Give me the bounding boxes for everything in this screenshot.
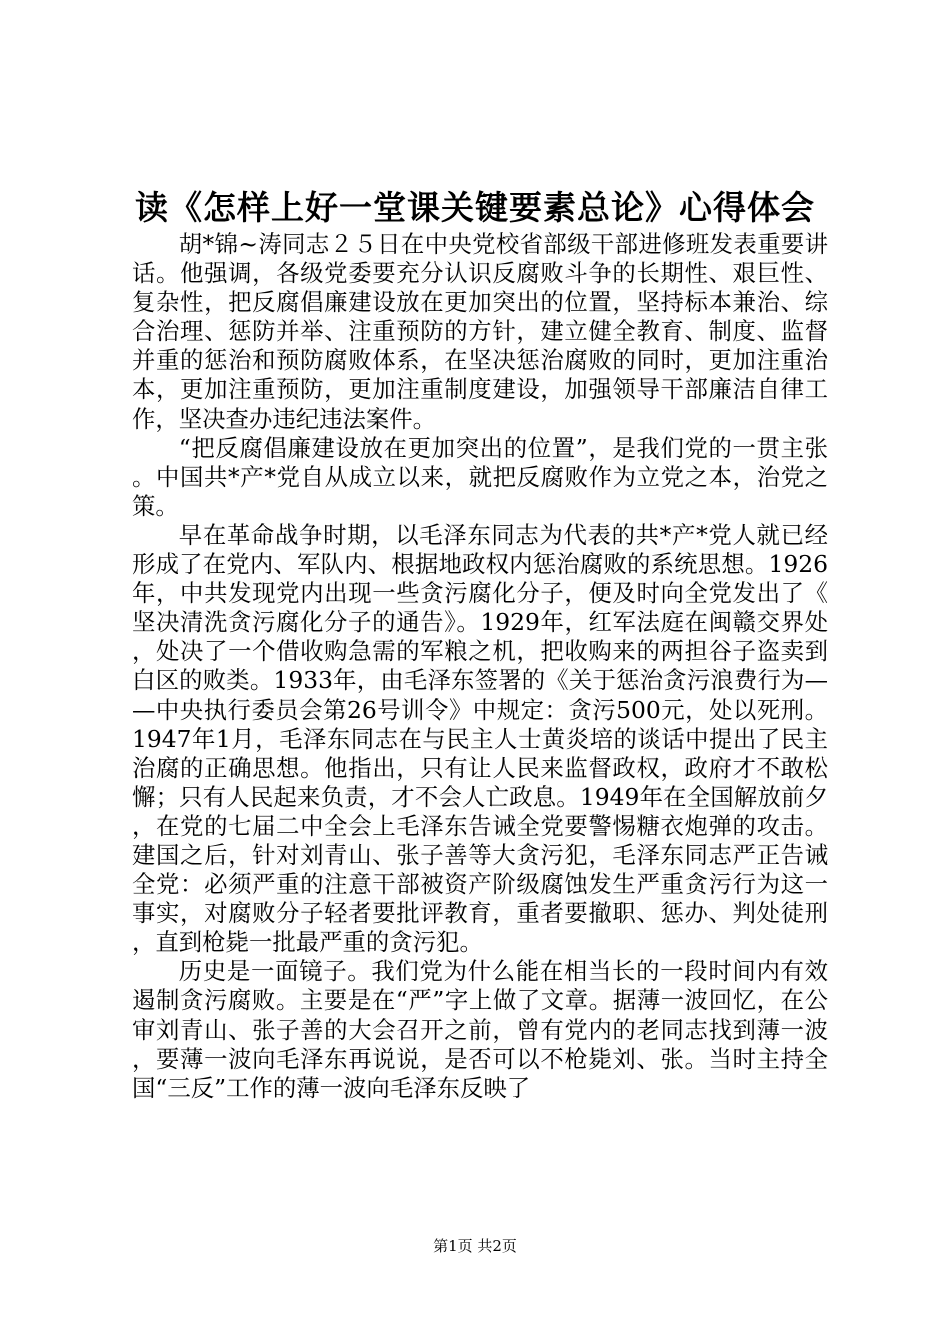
document-body xyxy=(132,230,828,1103)
paragraph-1: 胡*锦~涛同志２５日在中央党校省部级干部进修班发表重要讲话。他强调，各级党委要充分认识反腐败斗争的长期性、艰巨性、复杂性，把反腐倡廉建设放在更加突出的位置，坚持标本兼治、综合治理、惩防并举、注重预防的方针，建立健全教育、制度、监督并重的惩治和预防腐败体系，在坚决惩治腐败的同时，更加注重治本，更加注重预防，更加注重制度建设，加强领导干部廉洁自律工作，坚决查办违纪违法案件。 xyxy=(132,230,828,433)
paragraph-2: “把反腐倡廉建设放在更加突出的位置”，是我们党的一贯主张。中国共*产*党自从成立以来，就把反腐败作为立党之本，治党之策。 xyxy=(132,433,828,520)
page-footer xyxy=(0,1236,950,1256)
document-title: 读《怎样上好一堂课关键要素总论》心得体会 xyxy=(135,188,815,227)
page-total: 共2页 xyxy=(477,1237,517,1255)
paragraph-4: 历史是一面镜子。我们党为什么能在相当长的一段时间内有效遏制贪污腐败。主要是在“严”字上做了文章。据薄一波回忆，在公审刘青山、张子善的大会召开之前，曾有党内的老同志找到薄一波，要薄一波向毛泽东再说说，是否可以不枪毙刘、张。当时主持全国“三反”工作的薄一波向毛泽东反映了 xyxy=(132,957,828,1102)
page-number: 第1页 xyxy=(433,1237,473,1255)
paragraph-3: 早在革命战争时期，以毛泽东同志为代表的共*产*党人就已经形成了在党内、军队内、根据地政权内惩治腐败的系统思想。1926年，中共发现党内出现一些贪污腐化分子，便及时向全党发出了《坚决清洗贪污腐化分子的通告》。1929年，红军法庭在闽赣交界处，处决了一个借收购急需的军粮之机，把收购来的两担谷子盗卖到白区的败类。1933年，由毛泽东签署的《关于惩治贪污浪费行为——中央执行委员会第26号训令》中规定：贪污500元，处以死刑。1947年1月，毛泽东同志在与民主人士黄炎培的谈话中提出了民主治腐的正确思想。他指出，只有让人民来监督政权，政府才不敢松懈；只有人民起来负责，才不会人亡政息。1949年在全国解放前夕，在党的七届二中全会上毛泽东告诫全党要警惕糖衣炮弹的攻击。建国之后，针对刘青山、张子善等大贪污犯，毛泽东同志严正告诫全党：必须严重的注意干部被资产阶级腐蚀发生严重贪污行为这一事实，对腐败分子轻者要批评教育，重者要撤职、惩办、判处徒刑，直到枪毙一批最严重的贪污犯。 xyxy=(132,520,828,957)
